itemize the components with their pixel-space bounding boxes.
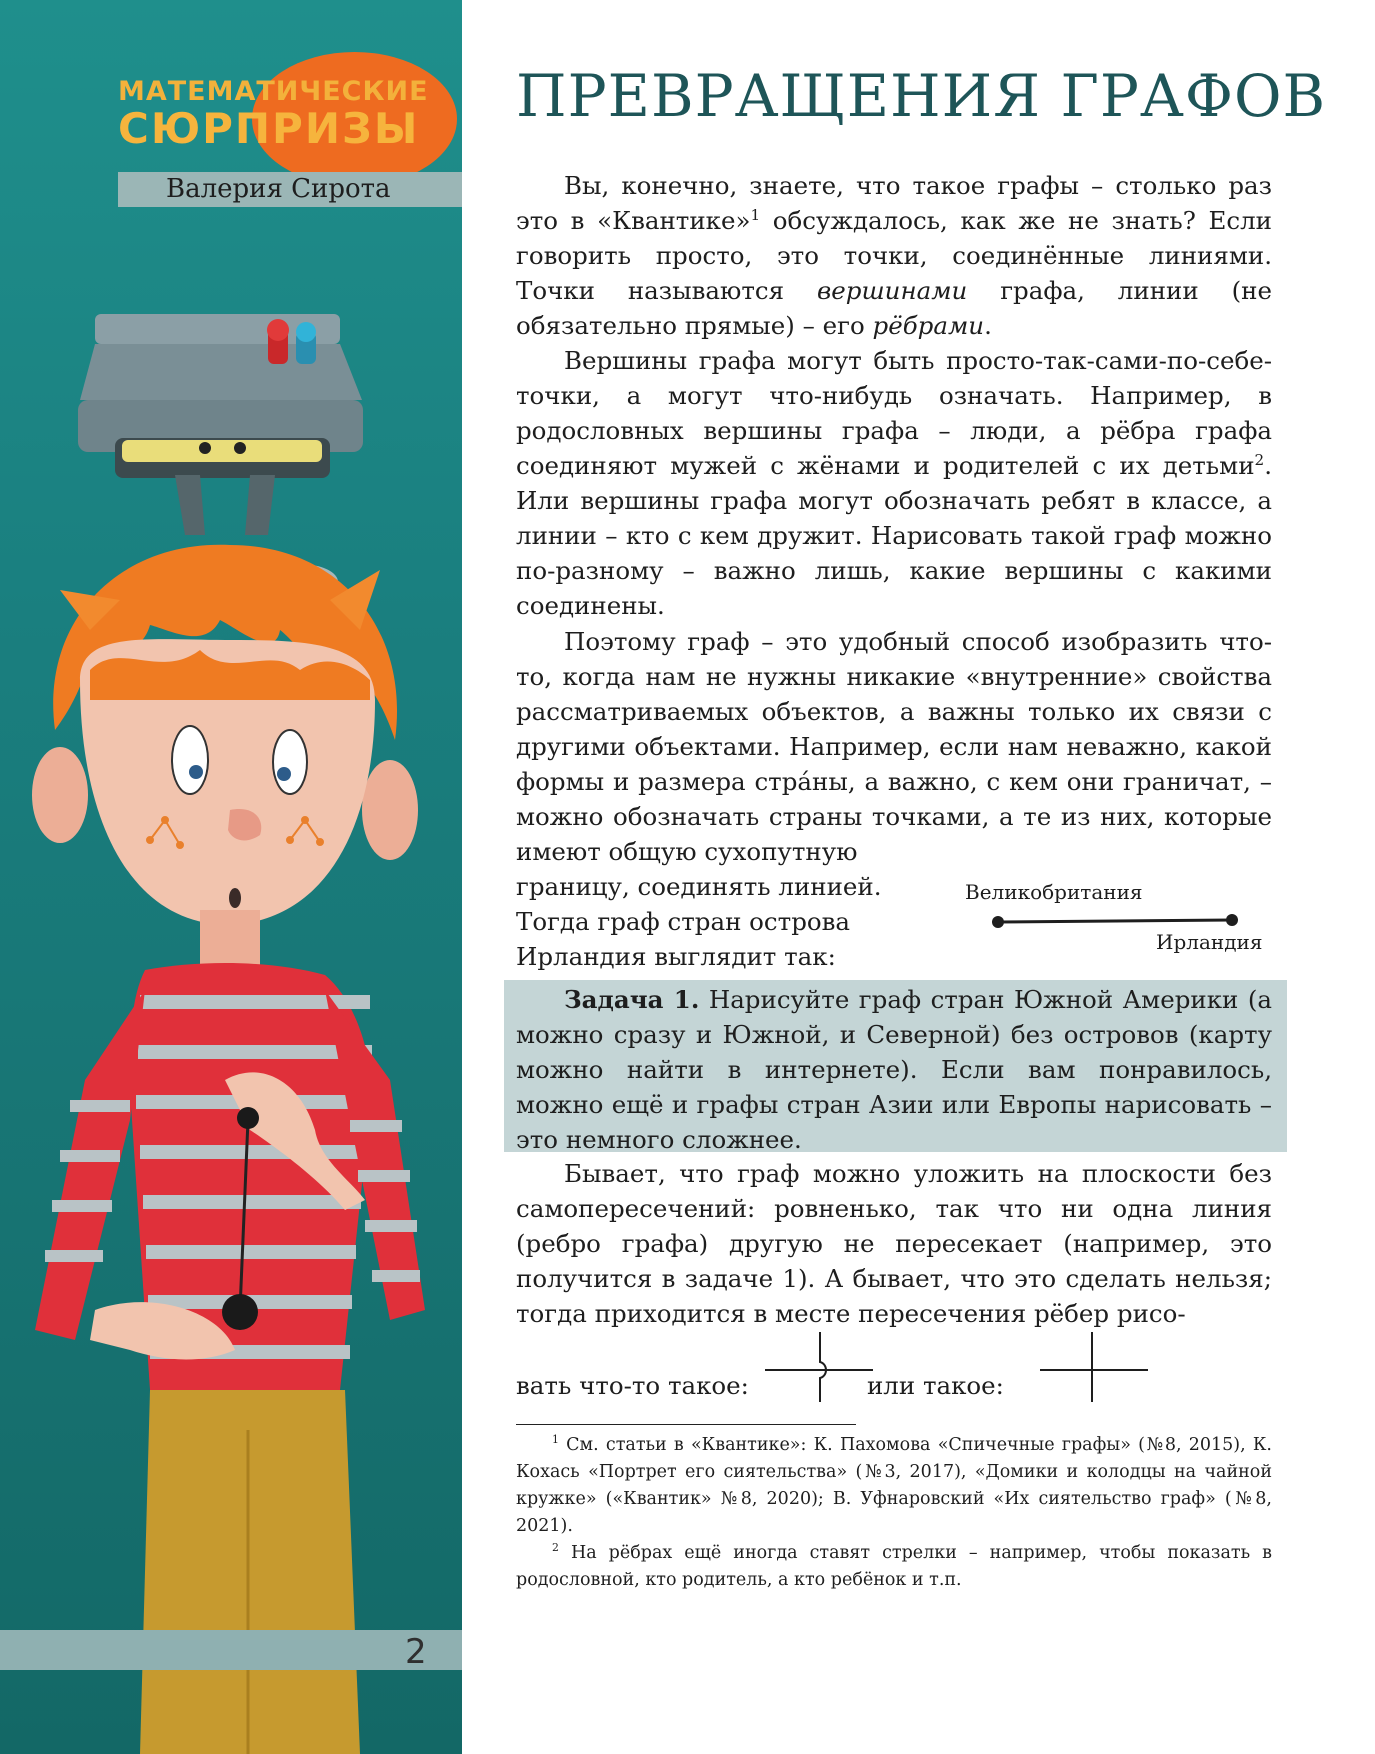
paragraph-5: Бывает, что граф можно уложить на плоскости без самопересечений: ровненько, так что ни одна линия (ребро графа) другую не пересекает (например, это получится в задаче 1). А бывает, что это сделать нельзя; тогда приходится в месте пересечения рёбер рисо- [516, 1159, 1272, 1328]
crossing-text-a: вать что-то такое: [516, 1371, 749, 1400]
paragraph-2: Вершины графа могут быть просто-так-сами-по-себе-точки, а могут что-нибудь означать. Например, в родословных вершины графа – люди, а рёбра графа соединяют мужей с жёнами и родителей с их детьми$^2$. Или вершины графа могут обозначать ребят в классе, а линии – кто с кем дружит. Нарисовать такой граф можно по-разному – важно лишь, какие вершины с какими соединены. [516, 346, 1272, 620]
paragraph-1: Вы, конечно, знаете, что такое графы – столько раз это в «Квантике»$^1$ обсуждалось, как же не знать? Если говорить просто, это точки, соединённые линиями. Точки называются вершинами графа, линии (не обязательно прямые) – его рёбрами. [516, 171, 1272, 340]
rubric-title-line2: СЮРПРИЗЫ [118, 104, 420, 153]
graph-edge [998, 920, 1232, 922]
author-name: Валерия Сирота [166, 174, 391, 204]
crossing-with-bridge-diagram [765, 1332, 875, 1402]
footnote-divider [516, 1424, 856, 1425]
page-number-band [0, 1630, 462, 1670]
sidebar-illustration-column [0, 0, 462, 1754]
graph-label-great-britain: Великобритания [965, 880, 1143, 904]
footnotes [516, 1432, 1272, 1594]
paragraph-3-continued: границу, соединять линией. Тогда граф стран острова Ирландия выглядит так: [516, 872, 882, 971]
page-number: 2 [405, 1632, 427, 1672]
boy-trousers [140, 1390, 360, 1754]
rubric-title-line1: МАТЕМАТИЧЕСКИЕ [118, 76, 429, 107]
article-title: ПРЕВРАЩЕНИЯ ГРАФОВ [516, 62, 1327, 130]
boy-with-robot-illustration [0, 300, 462, 1754]
footnote-2: $^2$ На рёбрах ещё иногда ставят стрелки – например, чтобы показать в родословной, кто родитель, а кто ребёнок и т.п. [516, 1541, 1272, 1590]
boy-ear-right [362, 760, 418, 860]
simple-crossing-diagram [1040, 1332, 1150, 1402]
problem-1-label: Задача 1. [564, 985, 700, 1014]
paragraph-6 [516, 1368, 1316, 1403]
graph-vertex-great-britain [992, 916, 1004, 928]
boy-face [80, 639, 375, 925]
crossing-text-b: или такое: [866, 1371, 1004, 1400]
problem-1: Задача 1. Нарисуйте граф стран Южной Америки (а можно сразу и Южной, и Северной) без островов (карту можно найти в интернете). Если вам понравилось, можно ещё и графы стран Азии или Европы нарисовать – это немного сложнее. [516, 985, 1273, 1154]
graph-label-ireland: Ирландия [1156, 930, 1263, 954]
graph-vertex-ireland [1226, 914, 1238, 926]
paragraph-3: Поэтому граф – это удобный способ изобразить что-то, когда нам не нужны никакие «внутренние» свойства рассматриваемых объектов, а важны только их связи с другими объектами. Например, если нам неважно, какой формы и размера стрáны, а важно, с кем они граничат, – можно обозначать страны точками, а те из них, которые имеют общую сухопутную [516, 627, 1272, 866]
footnote-1: $^1$ См. статьи в «Квантике»: К. Пахомова «Спичечные графы» (№8, 2015), К. Кохась «Портрет его сиятельства» (№3, 2017), «Домики и колодцы на чайной кружке» («Квантик» №8, 2020); В. Уфнаровский «Их сиятельство граф» (№8, 2021). [516, 1433, 1272, 1536]
boy-ear-left [32, 747, 88, 843]
